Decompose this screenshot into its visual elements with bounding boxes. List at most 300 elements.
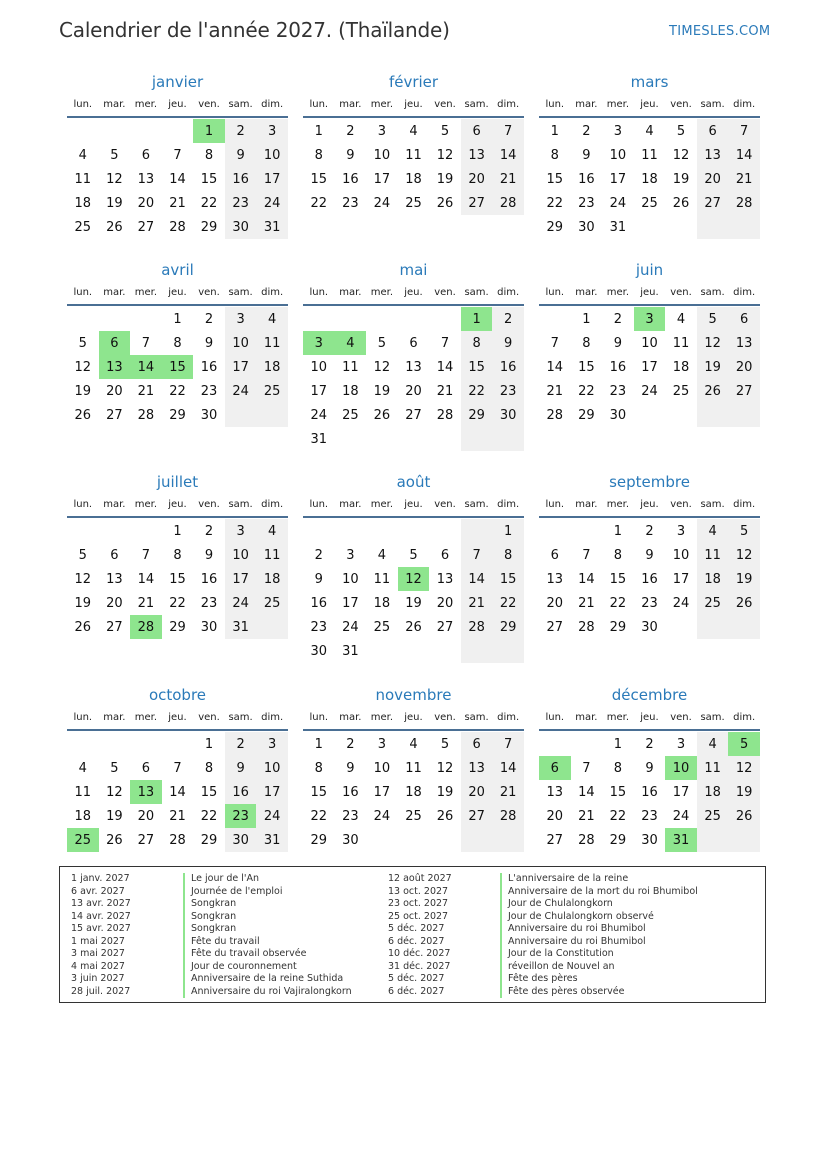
day-cell[interactable]: 9 xyxy=(492,331,524,355)
day-cell[interactable]: 10 xyxy=(342,571,359,587)
day-cell[interactable]: 20 xyxy=(546,808,564,824)
day-cell[interactable]: 15 xyxy=(200,784,218,800)
day-cell[interactable]: 15 xyxy=(578,359,595,375)
day-cell[interactable]: 7 xyxy=(141,335,151,351)
day-cell[interactable]: 6 xyxy=(461,732,493,756)
day-cell[interactable]: 30 xyxy=(310,643,328,659)
day-cell[interactable]: 6 xyxy=(99,331,131,355)
day-cell[interactable]: 21 xyxy=(436,383,454,399)
day-cell[interactable]: 18 xyxy=(342,383,359,399)
day-cell[interactable]: 1 xyxy=(613,523,623,539)
day-cell[interactable]: 11 xyxy=(641,147,658,163)
day-cell[interactable]: 29 xyxy=(492,615,524,639)
day-cell[interactable]: 23 xyxy=(200,595,218,611)
day-cell[interactable]: 28 xyxy=(169,219,186,235)
day-cell[interactable]: 7 xyxy=(461,543,493,567)
day-cell[interactable]: 10 xyxy=(256,756,288,780)
day-cell[interactable]: 15 xyxy=(546,171,564,187)
day-cell[interactable]: 16 xyxy=(641,784,658,800)
day-cell[interactable]: 21 xyxy=(728,167,760,191)
day-cell[interactable]: 29 xyxy=(609,832,627,848)
day-cell[interactable]: 22 xyxy=(310,195,328,211)
day-cell[interactable]: 29 xyxy=(169,619,186,635)
day-cell[interactable]: 6 xyxy=(440,547,450,563)
day-cell[interactable]: 17 xyxy=(641,359,658,375)
day-cell[interactable]: 2 xyxy=(582,123,591,139)
day-cell[interactable]: 8 xyxy=(550,147,559,163)
day-cell[interactable]: 16 xyxy=(609,359,627,375)
day-cell[interactable]: 25 xyxy=(74,219,92,235)
day-cell[interactable]: 14 xyxy=(578,784,595,800)
day-cell[interactable]: 21 xyxy=(137,595,155,611)
day-cell[interactable]: 22 xyxy=(492,591,524,615)
day-cell[interactable]: 22 xyxy=(200,808,218,824)
day-cell[interactable]: 27 xyxy=(728,379,760,403)
day-cell[interactable]: 12 xyxy=(106,784,123,800)
day-cell[interactable]: 12 xyxy=(672,147,690,163)
day-cell[interactable]: 28 xyxy=(546,407,564,423)
day-cell[interactable]: 8 xyxy=(314,147,323,163)
day-cell[interactable]: 1 xyxy=(314,123,323,139)
day-cell[interactable]: 29 xyxy=(169,407,186,423)
day-cell[interactable]: 26 xyxy=(436,808,454,824)
day-cell[interactable]: 2 xyxy=(225,119,257,143)
day-cell[interactable]: 20 xyxy=(697,167,729,191)
day-cell[interactable]: 3 xyxy=(676,523,686,539)
day-cell[interactable]: 9 xyxy=(204,547,214,563)
day-cell[interactable]: 30 xyxy=(609,407,627,423)
day-cell[interactable]: 6 xyxy=(110,547,119,563)
day-cell[interactable]: 28 xyxy=(492,191,524,215)
day-cell[interactable]: 9 xyxy=(225,756,257,780)
day-cell[interactable]: 26 xyxy=(106,219,123,235)
day-cell[interactable]: 29 xyxy=(200,219,218,235)
day-cell[interactable]: 10 xyxy=(609,147,627,163)
day-cell[interactable]: 30 xyxy=(641,832,658,848)
day-cell[interactable]: 20 xyxy=(106,383,123,399)
day-cell[interactable]: 18 xyxy=(697,567,729,591)
day-cell[interactable]: 5 xyxy=(377,335,387,351)
day-cell[interactable]: 4 xyxy=(697,732,729,756)
day-cell[interactable]: 10 xyxy=(665,756,697,780)
day-cell[interactable]: 8 xyxy=(173,335,182,351)
day-cell[interactable]: 3 xyxy=(634,307,666,331)
day-cell[interactable]: 4 xyxy=(78,760,87,776)
day-cell[interactable]: 14 xyxy=(169,171,186,187)
day-cell[interactable]: 21 xyxy=(546,383,564,399)
day-cell[interactable]: 26 xyxy=(74,407,92,423)
day-cell[interactable]: 3 xyxy=(256,119,288,143)
day-cell[interactable]: 5 xyxy=(110,147,119,163)
day-cell[interactable]: 15 xyxy=(200,171,218,187)
day-cell[interactable]: 24 xyxy=(373,808,391,824)
day-cell[interactable]: 29 xyxy=(546,219,564,235)
day-cell[interactable]: 24 xyxy=(373,195,391,211)
day-cell[interactable]: 17 xyxy=(225,567,257,591)
day-cell[interactable]: 18 xyxy=(373,595,391,611)
day-cell[interactable]: 2 xyxy=(645,523,654,539)
day-cell[interactable]: 7 xyxy=(728,119,760,143)
day-cell[interactable]: 22 xyxy=(169,595,186,611)
day-cell[interactable]: 5 xyxy=(728,732,760,756)
day-cell[interactable]: 10 xyxy=(373,147,391,163)
day-cell[interactable]: 20 xyxy=(106,595,123,611)
day-cell[interactable]: 23 xyxy=(641,595,658,611)
day-cell[interactable]: 9 xyxy=(346,147,355,163)
day-cell[interactable]: 11 xyxy=(256,331,288,355)
day-cell[interactable]: 30 xyxy=(641,619,658,635)
day-cell[interactable]: 3 xyxy=(613,123,623,139)
day-cell[interactable]: 23 xyxy=(310,619,328,635)
day-cell[interactable]: 7 xyxy=(492,119,524,143)
day-cell[interactable]: 10 xyxy=(373,760,391,776)
day-cell[interactable]: 15 xyxy=(492,567,524,591)
day-cell[interactable]: 27 xyxy=(106,619,123,635)
day-cell[interactable]: 20 xyxy=(546,595,564,611)
day-cell[interactable]: 3 xyxy=(346,547,355,563)
day-cell[interactable]: 14 xyxy=(137,571,155,587)
day-cell[interactable]: 25 xyxy=(373,619,391,635)
day-cell[interactable]: 4 xyxy=(377,547,387,563)
day-cell[interactable]: 8 xyxy=(461,331,493,355)
day-cell[interactable]: 20 xyxy=(461,167,493,191)
day-cell[interactable]: 19 xyxy=(728,567,760,591)
day-cell[interactable]: 13 xyxy=(99,355,131,379)
day-cell[interactable]: 10 xyxy=(256,143,288,167)
day-cell[interactable]: 27 xyxy=(436,619,454,635)
day-cell[interactable]: 18 xyxy=(405,171,422,187)
day-cell[interactable]: 3 xyxy=(377,123,387,139)
day-cell[interactable]: 20 xyxy=(461,780,493,804)
day-cell[interactable]: 14 xyxy=(546,359,564,375)
day-cell[interactable]: 24 xyxy=(225,591,257,615)
day-cell[interactable]: 5 xyxy=(440,123,450,139)
day-cell[interactable]: 28 xyxy=(728,191,760,215)
day-cell[interactable]: 11 xyxy=(405,147,422,163)
day-cell[interactable]: 10 xyxy=(672,547,690,563)
day-cell[interactable]: 18 xyxy=(641,171,658,187)
day-cell[interactable]: 11 xyxy=(256,543,288,567)
day-cell[interactable]: 12 xyxy=(728,756,760,780)
day-cell[interactable]: 4 xyxy=(409,736,418,752)
day-cell[interactable]: 19 xyxy=(436,171,454,187)
day-cell[interactable]: 19 xyxy=(74,383,92,399)
day-cell[interactable]: 28 xyxy=(130,615,162,639)
day-cell[interactable]: 15 xyxy=(169,571,186,587)
day-cell[interactable]: 16 xyxy=(200,571,218,587)
day-cell[interactable]: 9 xyxy=(613,335,623,351)
day-cell[interactable]: 26 xyxy=(697,379,729,403)
day-cell[interactable]: 22 xyxy=(546,195,564,211)
day-cell[interactable]: 11 xyxy=(373,571,391,587)
day-cell[interactable]: 14 xyxy=(578,571,595,587)
day-cell[interactable]: 31 xyxy=(310,431,328,447)
day-cell[interactable]: 24 xyxy=(256,804,288,828)
day-cell[interactable]: 16 xyxy=(200,359,218,375)
day-cell[interactable]: 7 xyxy=(141,547,151,563)
day-cell[interactable]: 18 xyxy=(74,808,92,824)
day-cell[interactable]: 30 xyxy=(225,828,257,852)
day-cell[interactable]: 8 xyxy=(173,547,182,563)
day-cell[interactable]: 13 xyxy=(697,143,729,167)
day-cell[interactable]: 18 xyxy=(256,567,288,591)
day-cell[interactable]: 6 xyxy=(461,119,493,143)
day-cell[interactable]: 11 xyxy=(74,784,92,800)
day-cell[interactable]: 27 xyxy=(461,804,493,828)
day-cell[interactable]: 4 xyxy=(78,147,87,163)
day-cell[interactable]: 28 xyxy=(492,804,524,828)
day-cell[interactable]: 11 xyxy=(697,543,729,567)
day-cell[interactable]: 25 xyxy=(67,828,99,852)
day-cell[interactable]: 25 xyxy=(405,808,422,824)
day-cell[interactable]: 24 xyxy=(310,407,328,423)
day-cell[interactable]: 13 xyxy=(546,784,564,800)
day-cell[interactable]: 1 xyxy=(193,119,225,143)
day-cell[interactable]: 31 xyxy=(225,615,257,639)
day-cell[interactable]: 13 xyxy=(405,359,422,375)
day-cell[interactable]: 17 xyxy=(373,171,391,187)
day-cell[interactable]: 19 xyxy=(74,595,92,611)
day-cell[interactable]: 22 xyxy=(200,195,218,211)
day-cell[interactable]: 9 xyxy=(582,147,591,163)
day-cell[interactable]: 18 xyxy=(256,355,288,379)
day-cell[interactable]: 13 xyxy=(461,756,493,780)
day-cell[interactable]: 18 xyxy=(74,195,92,211)
day-cell[interactable]: 23 xyxy=(200,383,218,399)
day-cell[interactable]: 4 xyxy=(676,311,686,327)
day-cell[interactable]: 3 xyxy=(676,736,686,752)
day-cell[interactable]: 28 xyxy=(578,832,595,848)
day-cell[interactable]: 10 xyxy=(225,331,257,355)
day-cell[interactable]: 13 xyxy=(546,571,564,587)
day-cell[interactable]: 15 xyxy=(609,571,627,587)
day-cell[interactable]: 11 xyxy=(405,760,422,776)
day-cell[interactable]: 6 xyxy=(728,307,760,331)
day-cell[interactable]: 17 xyxy=(672,571,690,587)
day-cell[interactable]: 8 xyxy=(613,547,623,563)
day-cell[interactable]: 27 xyxy=(697,191,729,215)
day-cell[interactable]: 12 xyxy=(106,171,123,187)
day-cell[interactable]: 9 xyxy=(645,547,654,563)
day-cell[interactable]: 27 xyxy=(546,832,564,848)
day-cell[interactable]: 25 xyxy=(697,804,729,828)
day-cell[interactable]: 17 xyxy=(256,167,288,191)
day-cell[interactable]: 22 xyxy=(609,595,627,611)
day-cell[interactable]: 26 xyxy=(373,407,391,423)
day-cell[interactable]: 5 xyxy=(409,547,418,563)
day-cell[interactable]: 1 xyxy=(204,736,214,752)
day-cell[interactable]: 27 xyxy=(106,407,123,423)
day-cell[interactable]: 27 xyxy=(405,407,422,423)
day-cell[interactable]: 12 xyxy=(74,359,92,375)
day-cell[interactable]: 28 xyxy=(169,832,186,848)
day-cell[interactable]: 10 xyxy=(225,543,257,567)
day-cell[interactable]: 20 xyxy=(137,808,155,824)
day-cell[interactable]: 31 xyxy=(256,828,288,852)
day-cell[interactable]: 26 xyxy=(728,804,760,828)
day-cell[interactable]: 19 xyxy=(373,383,391,399)
day-cell[interactable]: 13 xyxy=(137,171,155,187)
day-cell[interactable]: 20 xyxy=(405,383,422,399)
day-cell[interactable]: 3 xyxy=(303,331,335,355)
day-cell[interactable]: 11 xyxy=(342,359,359,375)
day-cell[interactable]: 1 xyxy=(173,523,182,539)
day-cell[interactable]: 16 xyxy=(641,571,658,587)
day-cell[interactable]: 14 xyxy=(461,567,493,591)
day-cell[interactable]: 4 xyxy=(697,519,729,543)
day-cell[interactable]: 22 xyxy=(169,383,186,399)
day-cell[interactable]: 1 xyxy=(461,307,493,331)
day-cell[interactable]: 23 xyxy=(609,383,627,399)
day-cell[interactable]: 24 xyxy=(609,195,627,211)
day-cell[interactable]: 10 xyxy=(310,359,328,375)
day-cell[interactable]: 30 xyxy=(342,832,359,848)
day-cell[interactable]: 8 xyxy=(204,147,214,163)
day-cell[interactable]: 5 xyxy=(728,519,760,543)
day-cell[interactable]: 16 xyxy=(492,355,524,379)
day-cell[interactable]: 16 xyxy=(225,167,257,191)
day-cell[interactable]: 8 xyxy=(613,760,623,776)
day-cell[interactable]: 29 xyxy=(310,832,328,848)
day-cell[interactable]: 7 xyxy=(440,335,450,351)
day-cell[interactable]: 13 xyxy=(436,571,454,587)
day-cell[interactable]: 19 xyxy=(106,195,123,211)
day-cell[interactable]: 6 xyxy=(697,119,729,143)
day-cell[interactable]: 8 xyxy=(582,335,591,351)
day-cell[interactable]: 23 xyxy=(225,804,257,828)
day-cell[interactable]: 5 xyxy=(440,736,450,752)
day-cell[interactable]: 23 xyxy=(225,191,257,215)
day-cell[interactable]: 6 xyxy=(550,547,559,563)
day-cell[interactable]: 25 xyxy=(405,195,422,211)
day-cell[interactable]: 20 xyxy=(436,595,454,611)
day-cell[interactable]: 18 xyxy=(405,784,422,800)
day-cell[interactable]: 12 xyxy=(74,571,92,587)
day-cell[interactable]: 24 xyxy=(672,808,690,824)
day-cell[interactable]: 15 xyxy=(310,784,328,800)
day-cell[interactable]: 21 xyxy=(461,591,493,615)
day-cell[interactable]: 17 xyxy=(373,784,391,800)
day-cell[interactable]: 28 xyxy=(578,619,595,635)
day-cell[interactable]: 24 xyxy=(641,383,658,399)
day-cell[interactable]: 12 xyxy=(697,331,729,355)
day-cell[interactable]: 2 xyxy=(204,523,214,539)
day-cell[interactable]: 5 xyxy=(78,335,87,351)
day-cell[interactable]: 25 xyxy=(697,591,729,615)
day-cell[interactable]: 22 xyxy=(609,808,627,824)
day-cell[interactable]: 4 xyxy=(256,307,288,331)
day-cell[interactable]: 25 xyxy=(342,407,359,423)
day-cell[interactable]: 17 xyxy=(672,784,690,800)
day-cell[interactable]: 26 xyxy=(106,832,123,848)
day-cell[interactable]: 6 xyxy=(409,335,418,351)
day-cell[interactable]: 12 xyxy=(398,567,430,591)
day-cell[interactable]: 2 xyxy=(492,307,524,331)
day-cell[interactable]: 23 xyxy=(342,808,359,824)
day-cell[interactable]: 27 xyxy=(546,619,564,635)
day-cell[interactable]: 7 xyxy=(550,335,559,351)
day-cell[interactable]: 29 xyxy=(578,407,595,423)
day-cell[interactable]: 12 xyxy=(436,760,454,776)
day-cell[interactable]: 24 xyxy=(342,619,359,635)
day-cell[interactable]: 6 xyxy=(141,760,151,776)
day-cell[interactable]: 2 xyxy=(225,732,257,756)
day-cell[interactable]: 13 xyxy=(106,571,123,587)
day-cell[interactable]: 15 xyxy=(461,355,493,379)
day-cell[interactable]: 7 xyxy=(582,760,591,776)
day-cell[interactable]: 14 xyxy=(169,784,186,800)
day-cell[interactable]: 5 xyxy=(110,760,119,776)
day-cell[interactable]: 25 xyxy=(256,379,288,403)
day-cell[interactable]: 9 xyxy=(314,571,323,587)
day-cell[interactable]: 3 xyxy=(377,736,387,752)
day-cell[interactable]: 4 xyxy=(645,123,654,139)
day-cell[interactable]: 27 xyxy=(137,832,155,848)
day-cell[interactable]: 21 xyxy=(137,383,155,399)
day-cell[interactable]: 26 xyxy=(405,619,422,635)
day-cell[interactable]: 2 xyxy=(645,736,654,752)
day-cell[interactable]: 6 xyxy=(539,756,571,780)
day-cell[interactable]: 13 xyxy=(461,143,493,167)
day-cell[interactable]: 19 xyxy=(672,171,690,187)
day-cell[interactable]: 2 xyxy=(204,311,214,327)
day-cell[interactable]: 9 xyxy=(225,143,257,167)
day-cell[interactable]: 21 xyxy=(492,167,524,191)
day-cell[interactable]: 30 xyxy=(492,403,524,427)
day-cell[interactable]: 29 xyxy=(609,619,627,635)
day-cell[interactable]: 11 xyxy=(74,171,92,187)
day-cell[interactable]: 14 xyxy=(492,756,524,780)
day-cell[interactable]: 25 xyxy=(256,591,288,615)
day-cell[interactable]: 3 xyxy=(256,732,288,756)
day-cell[interactable]: 1 xyxy=(492,519,524,543)
day-cell[interactable]: 21 xyxy=(169,808,186,824)
day-cell[interactable]: 7 xyxy=(582,547,591,563)
day-cell[interactable]: 16 xyxy=(342,784,359,800)
day-cell[interactable]: 5 xyxy=(78,547,87,563)
day-cell[interactable]: 28 xyxy=(137,407,155,423)
day-cell[interactable]: 8 xyxy=(204,760,214,776)
day-cell[interactable]: 23 xyxy=(578,195,595,211)
day-cell[interactable]: 11 xyxy=(697,756,729,780)
day-cell[interactable]: 29 xyxy=(200,832,218,848)
day-cell[interactable]: 19 xyxy=(728,780,760,804)
day-cell[interactable]: 20 xyxy=(728,355,760,379)
day-cell[interactable]: 16 xyxy=(342,171,359,187)
day-cell[interactable]: 31 xyxy=(665,828,697,852)
day-cell[interactable]: 30 xyxy=(225,215,257,239)
day-cell[interactable]: 17 xyxy=(256,780,288,804)
day-cell[interactable]: 23 xyxy=(342,195,359,211)
day-cell[interactable]: 21 xyxy=(492,780,524,804)
day-cell[interactable]: 31 xyxy=(256,215,288,239)
day-cell[interactable]: 8 xyxy=(492,543,524,567)
day-cell[interactable]: 2 xyxy=(314,547,323,563)
day-cell[interactable]: 6 xyxy=(141,147,151,163)
day-cell[interactable]: 14 xyxy=(130,355,162,379)
day-cell[interactable]: 30 xyxy=(578,219,595,235)
day-cell[interactable]: 16 xyxy=(578,171,595,187)
day-cell[interactable]: 8 xyxy=(314,760,323,776)
day-cell[interactable]: 3 xyxy=(225,519,257,543)
day-cell[interactable]: 27 xyxy=(461,191,493,215)
day-cell[interactable]: 24 xyxy=(225,379,257,403)
day-cell[interactable]: 17 xyxy=(609,171,627,187)
day-cell[interactable]: 20 xyxy=(137,195,155,211)
day-cell[interactable]: 9 xyxy=(204,335,214,351)
day-cell[interactable]: 25 xyxy=(672,383,690,399)
day-cell[interactable]: 3 xyxy=(225,307,257,331)
